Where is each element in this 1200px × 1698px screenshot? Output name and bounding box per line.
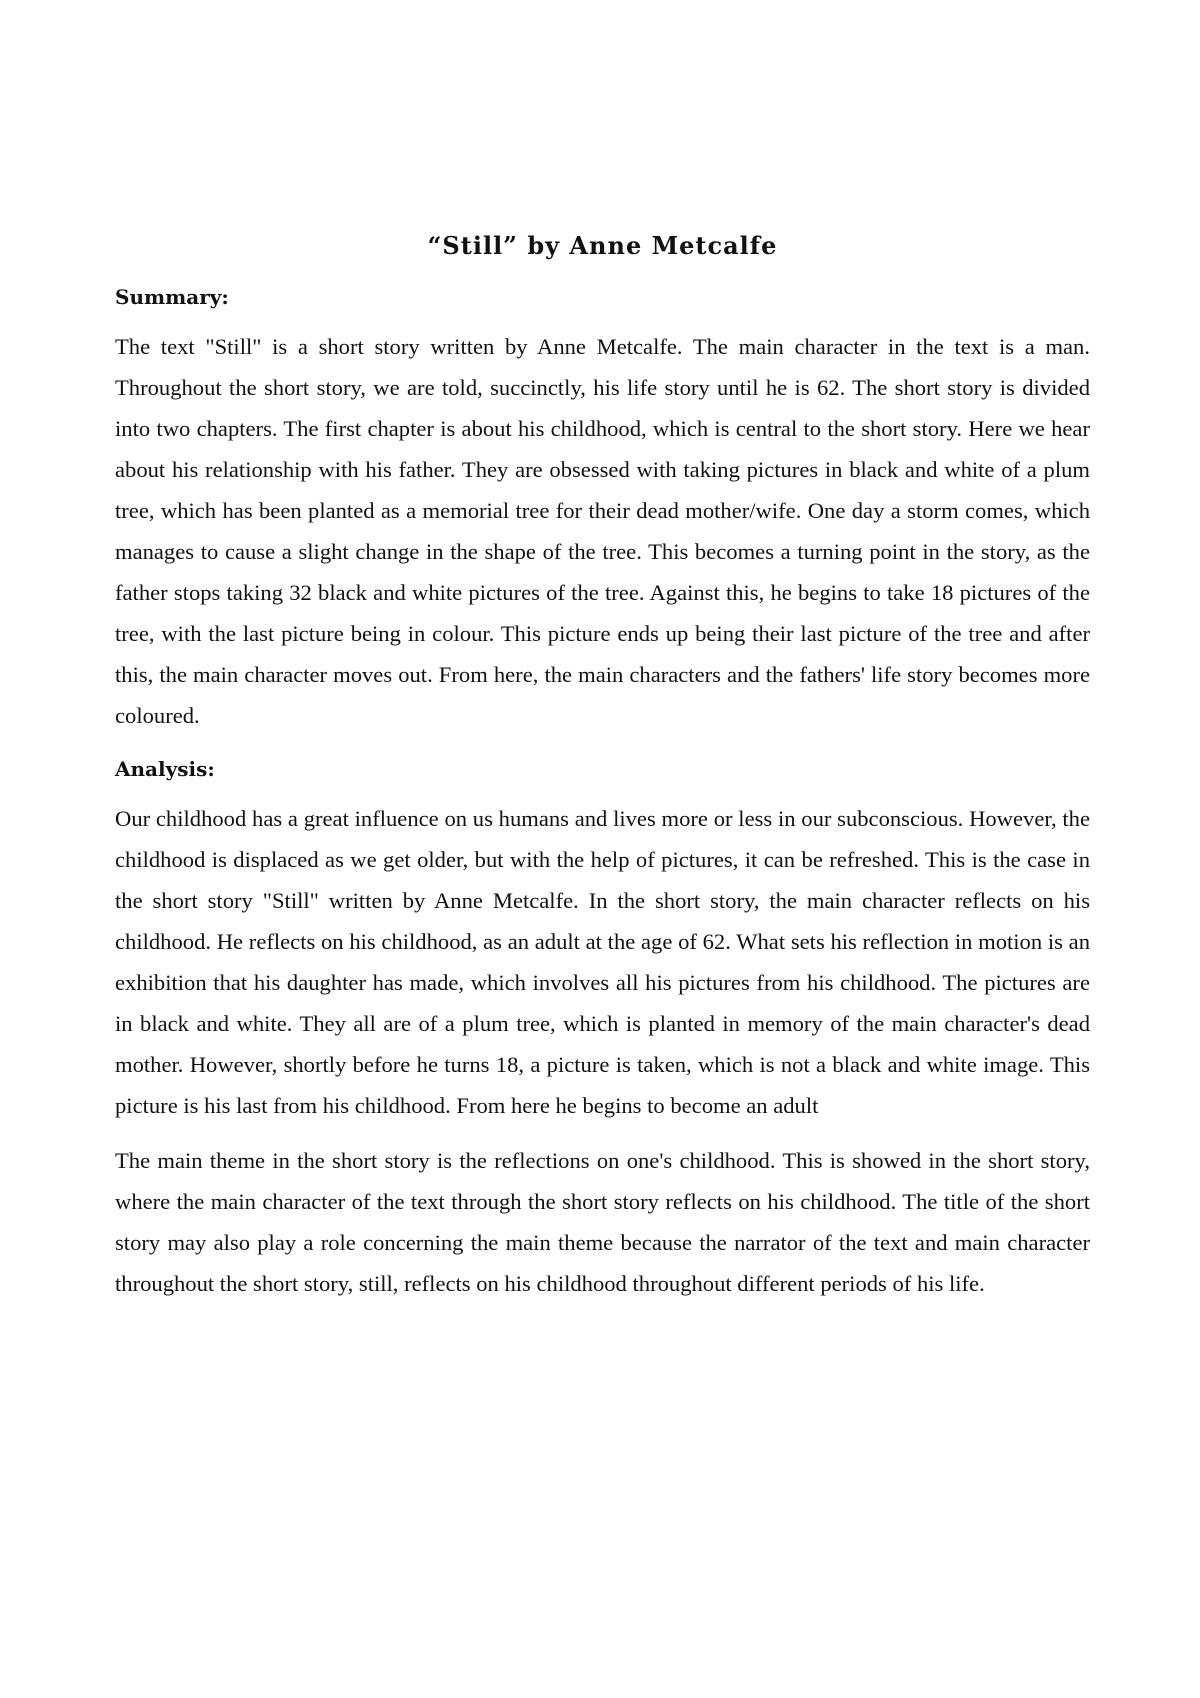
summary-heading: Summary: xyxy=(115,285,229,309)
analysis-section xyxy=(115,754,1090,1304)
summary-paragraph: The text "Still" is a short story written by Anne Metcalfe. The main character in the text is a man. Throughout the short story, we are told, succinctly, his life story until he is 62. The short story is divided into two chapters. The first chapter is about his childhood, which is central to the short story. Here we hear about his relationship with his father. They are obsessed with taking pictures in black and white of a plum tree, which has been planted as a memorial tree for their dead mother/wife. One day a storm comes, which manages to cause a slight change in the shape of the tree. This becomes a turning point in the story, as the father stops taking 32 black and white pictures of the tree. Against this, he begins to take 18 pictures of the tree, with the last picture being in colour. This picture ends up being their last picture of the tree and after this, the main character moves out. From here, the main characters and the fathers' life story becomes more coloured. xyxy=(115,334,1090,728)
analysis-paragraph-1: Our childhood has a great influence on us humans and lives more or less in our subconscious. However, the childhood is displaced as we get older, but with the help of pictures, it can be refreshed. This is the case in the short story "Still" written by Anne Metcalfe. In the short story, the main character reflects on his childhood. He reflects on his childhood, as an adult at the age of 62. What sets his reflection in motion is an exhibition that his daughter has made, which involves all his pictures from his childhood. The pictures are in black and white. They all are of a plum tree, which is planted in memory of the main character's dead mother. However, shortly before he turns 18, a picture is taken, which is not a black and white image. This picture is his last from his childhood. From here he begins to become an adult xyxy=(115,806,1090,1118)
document-title: “Still” by Anne Metcalfe xyxy=(427,231,778,260)
analysis-paragraph-2: The main theme in the short story is the reflections on one's childhood. This is showed in the short story, where the main character of the text through the short story reflects on his childhood. The title of the short story may also play a role concerning the main theme because the narrator of the text and main character throughout the short story, still, reflects on his childhood throughout different periods of his life. xyxy=(115,1148,1090,1296)
analysis-heading: Analysis: xyxy=(115,757,215,781)
summary-section xyxy=(115,282,1090,736)
document-body xyxy=(115,228,1090,1318)
